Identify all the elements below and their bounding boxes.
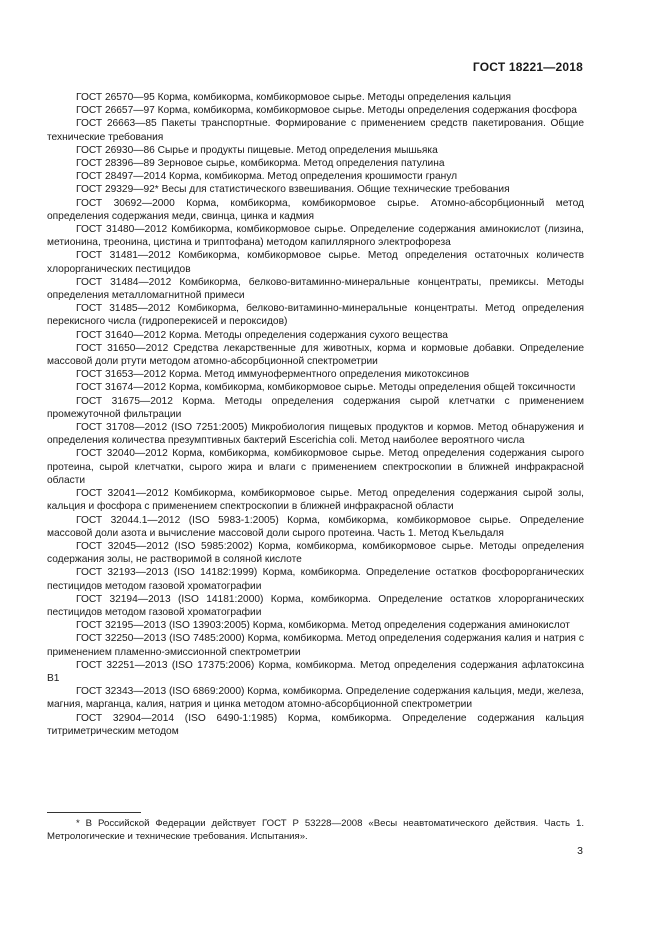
reference-entry: ГОСТ 31674—2012 Корма, комбикорма, комбикормовое сырье. Методы определения общей токсичности bbox=[76, 382, 576, 394]
reference-entry: ГОСТ 31650—2012 Средства лекарственные для животных, корма и кормовые добавки. Определение массовой доли ртути методом атомно-абсорбционной спектрометрии bbox=[47, 342, 584, 368]
reference-entry: ГОСТ 32251—2013 (ISO 17375:2006) Корма, комбикорма. Метод определения содержания афлатоксина В1 bbox=[47, 659, 584, 684]
reference-entry: ГОСТ 32904—2014 (ISO 6490-1:1985) Корма, комбикорма. Определение содержания кальция титриметрическим методом bbox=[47, 712, 584, 737]
reference-entry: ГОСТ 32193—2013 (ISO 14182:1999) Корма, комбикорма. Определение остатков фосфорорганических пестицидов методом газовой хроматографии bbox=[47, 567, 584, 592]
reference-entry: ГОСТ 31653—2012 Корма. Метод иммуноферментного определения микотоксинов bbox=[76, 369, 470, 381]
reference-entry: ГОСТ 30692—2000 Корма, комбикорма, комбикормовое сырье. Атомно-абсорбционный метод определения содержания меди, свинца, цинка и кадмия bbox=[47, 197, 584, 222]
reference-entry: ГОСТ 26663—85 Пакеты транспортные. Формирование с применением средств пакетирования. Общие технические требования bbox=[47, 118, 584, 143]
reference-entry: ГОСТ 31708—2012 (ISO 7251:2005) Микробиология пищевых продуктов и кормов. Метод обнаружения и определения количества презумптивных бактерий Escerichia coli. Метод наиболее вероятного числа bbox=[47, 422, 584, 447]
reference-entry: ГОСТ 32041—2012 Комбикорма, комбикормовое сырье. Метод определения содержания сырой золы, кальция и фосфора с применением спектроскопии в ближней инфракрасной области bbox=[47, 488, 584, 513]
reference-entry: ГОСТ 26657—97 Корма, комбикорма, комбикормовое сырье. Методы определения содержания фосфора bbox=[76, 105, 577, 117]
normative-references-list bbox=[47, 91, 584, 738]
reference-entry: ГОСТ 32343—2013 (ISO 6869:2000) Корма, комбикорма. Определение содержания кальция, меди, железа, магния, марганца, калия, натрия и цинка методом атомно-абсорбционной спектрометрии bbox=[47, 686, 584, 711]
reference-entry: ГОСТ 31480—2012 Комбикорма, комбикормовое сырье. Определение содержания аминокислот (лизина, метионина, треонина, цистина и триптофана) методом капиллярного электрофореза bbox=[47, 224, 584, 249]
footnote-divider bbox=[47, 812, 141, 813]
reference-entry: ГОСТ 31640—2012 Корма. Методы определения содержания сухого вещества bbox=[76, 329, 448, 341]
reference-entry: ГОСТ 29329—92* Весы для статистического взвешивания. Общие технические требования bbox=[76, 184, 510, 196]
document-id-header: ГОСТ 18221—2018 bbox=[472, 60, 583, 74]
reference-entry: ГОСТ 26570—95 Корма, комбикорма, комбикормовое сырье. Методы определения кальция bbox=[76, 92, 511, 103]
reference-entry: ГОСТ 32194—2013 (ISO 14181:2000) Корма, комбикорма. Определение остатков хлорорганических пестицидов методом газовой хроматографии bbox=[47, 593, 584, 618]
reference-entry: ГОСТ 28396—89 Зерновое сырье, комбикорма. Метод определения патулина bbox=[76, 158, 445, 170]
reference-entry: ГОСТ 32045—2012 (ISO 5985:2002) Корма, комбикорма, комбикормовое сырье. Методы определения содержания золы, не растворимой в соляной кислоте bbox=[47, 540, 584, 566]
reference-entry: ГОСТ 31481—2012 Комбикорма, комбикормовое сырье. Метод определения остаточных количеств хлорорганических пестицидов bbox=[47, 250, 584, 275]
page-number: 3 bbox=[577, 845, 583, 857]
reference-entry: ГОСТ 32044.1—2012 (ISO 5983-1:2005) Корма, комбикорма, комбикормовое сырье. Определение массовой доли азота и вычисление массовой доли сырого протеина. Часть 1. Метод Къельдаля bbox=[47, 514, 584, 539]
reference-entry: ГОСТ 31485—2012 Комбикорма, белково-витаминно-минеральные концентраты. Метод определения перекисного числа (гидроперекисей и пероксидов) bbox=[47, 303, 584, 328]
reference-entry: ГОСТ 31675—2012 Корма. Методы определения содержания сырой клетчатки с применением промежуточной фильтрации bbox=[47, 395, 584, 420]
reference-entry: ГОСТ 32195—2013 (ISO 13903:2005) Корма, комбикорма. Метод определения содержания аминокислот bbox=[76, 620, 570, 632]
reference-entry: ГОСТ 32250—2013 (ISO 7485:2000) Корма, комбикорма. Метод определения содержания калия и натрия с применением пламенно-эмиссионной спектрометрии bbox=[47, 633, 584, 658]
reference-entry: ГОСТ 31484—2012 Комбикорма, белково-витаминно-минеральные концентраты, премиксы. Методы определения металломагнитной примеси bbox=[47, 276, 584, 302]
reference-entry: ГОСТ 28497—2014 Корма, комбикорма. Метод определения крошимости гранул bbox=[76, 171, 458, 183]
reference-entry: ГОСТ 32040—2012 Корма, комбикорма, комбикормовое сырье. Метод определения содержания сырого протеина, сырой клетчатки, сырого жира и влаги с применением спектроскопии в ближней инфракрасной области bbox=[47, 448, 584, 486]
footnote: * В Российской Федерации действует ГОСТ Р 53228—2008 «Весы неавтоматического действия. Часть 1. Метрологические и технические требования. Испытания». bbox=[47, 818, 584, 842]
reference-entry: ГОСТ 26930—86 Сырье и продукты пищевые. Метод определения мышьяка bbox=[76, 144, 438, 156]
